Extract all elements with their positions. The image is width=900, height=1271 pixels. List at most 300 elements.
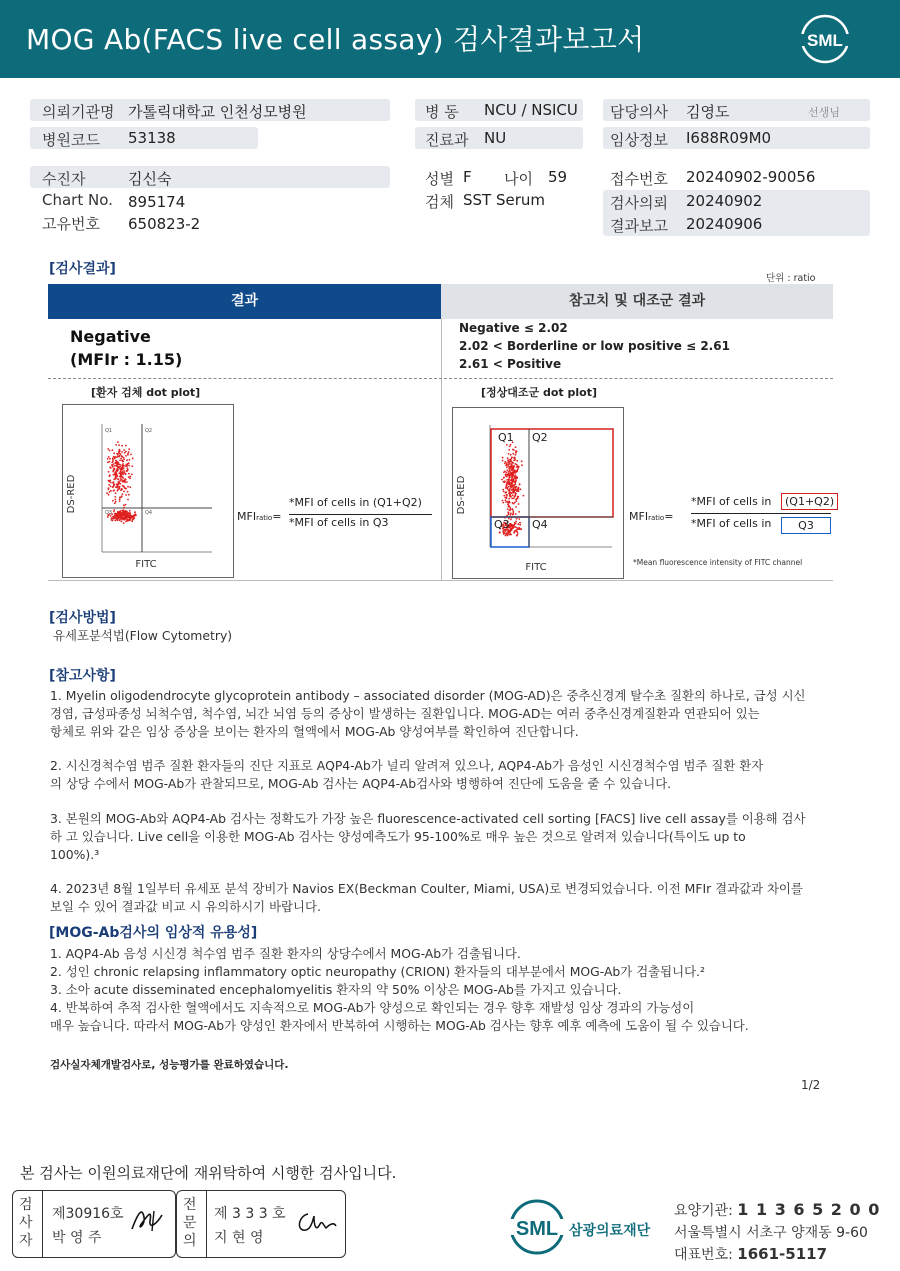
dot	[114, 462, 116, 464]
report-title: MOG Ab(FACS live cell assay) 검사결과보고서	[26, 23, 645, 56]
dot	[112, 471, 114, 473]
dot	[122, 485, 124, 487]
dot	[119, 500, 121, 502]
list-item: 1. AQP4-Ab 음성 시신경 척수염 범주 질환 환자의 상당수에서 MOG-Ab가 검출됩니다.	[50, 946, 521, 961]
dot	[515, 521, 517, 523]
dot	[131, 465, 133, 467]
dot	[126, 464, 128, 466]
patient-fitc-label: FITC	[135, 559, 157, 570]
dot	[516, 477, 518, 479]
dot	[508, 453, 510, 455]
dot	[114, 465, 116, 467]
dot	[505, 501, 507, 503]
dot	[128, 473, 130, 475]
dot	[123, 507, 125, 509]
dot	[511, 461, 513, 463]
dot	[114, 520, 116, 522]
dot	[503, 477, 505, 479]
sig1-role: 검 사 자	[19, 1197, 33, 1249]
dot	[114, 458, 116, 460]
dot	[515, 523, 517, 525]
dot	[118, 444, 120, 446]
sig2-signature-icon	[294, 1206, 340, 1238]
dot	[122, 471, 124, 473]
dot	[125, 445, 127, 447]
dot	[520, 488, 522, 490]
dot	[502, 460, 504, 462]
sig2-license: 제 3 3 3 호	[214, 1206, 286, 1222]
control-q1q2-box: (Q1+Q2)	[781, 493, 838, 510]
request-label: 검사의뢰	[610, 194, 668, 212]
dot	[115, 471, 117, 473]
method-text: 유세포분석법(Flow Cytometry)	[53, 628, 233, 643]
dot	[112, 500, 114, 502]
patient-value: 김신숙	[128, 170, 172, 188]
dot	[123, 465, 125, 467]
method-section-title: [검사방법]	[49, 610, 116, 626]
dot	[117, 466, 119, 468]
dot	[116, 483, 118, 485]
dot	[507, 474, 509, 476]
dot	[128, 451, 130, 453]
dot	[118, 472, 120, 474]
org-name: 삼광의료재단	[569, 1223, 651, 1239]
dot	[113, 452, 115, 454]
dot	[114, 496, 116, 498]
dot	[510, 467, 512, 469]
dot	[119, 512, 121, 514]
age-label: 나이	[504, 170, 533, 188]
dot	[124, 480, 126, 482]
dot	[110, 485, 112, 487]
dot	[109, 458, 111, 460]
dot	[118, 479, 120, 481]
dot	[123, 522, 125, 524]
dot	[129, 459, 131, 461]
dot	[121, 445, 123, 447]
dot	[504, 480, 506, 482]
dot	[505, 492, 507, 494]
dot	[121, 451, 123, 453]
dot	[112, 463, 114, 465]
control-q1-label: Q1	[498, 431, 514, 444]
dot	[132, 516, 134, 518]
control-q2-label: Q2	[532, 431, 548, 444]
dot	[510, 454, 512, 456]
validation-note: 검사실자체개발검사로, 성능평가를 완료하였습니다.	[50, 1059, 289, 1071]
dot	[125, 521, 127, 523]
control-mfi-den: *MFI of cells in	[691, 517, 772, 530]
patient-mfi-den: *MFI of cells in Q3	[289, 516, 389, 529]
dot	[120, 458, 122, 460]
dot	[124, 481, 126, 483]
dot	[514, 458, 516, 460]
dot	[507, 459, 509, 461]
dot	[512, 491, 514, 493]
dot	[123, 504, 125, 506]
mfi-footnote: *Mean fluorescence intensity of FITC channel	[633, 558, 803, 567]
dot	[119, 498, 121, 500]
dot	[503, 495, 505, 497]
result-mfi: (MFIr : 1.15)	[70, 350, 183, 369]
usefulness-list	[50, 945, 749, 1035]
dot	[121, 476, 123, 478]
dot	[112, 482, 114, 484]
institution-code: 요양기관: 1 1 3 6 5 2 0 0	[674, 1200, 881, 1219]
dot	[513, 497, 515, 499]
patient-label: 수진자	[42, 170, 86, 188]
control-q3-label: Q3	[494, 518, 510, 531]
dot	[512, 494, 514, 496]
result-col-header: 결과	[48, 284, 441, 319]
chart-label: Chart No.	[42, 191, 113, 209]
dot	[131, 474, 133, 476]
control-dot-plot	[452, 407, 623, 578]
dot	[507, 465, 509, 467]
dot	[502, 489, 504, 491]
note-paragraph-3: 3. 본원의 MOG-Ab와 AQP4-Ab 검사는 정확도가 가장 높은 fluorescence-activated cell sorting [FACS] live cell assay를 이용해 검사 하 고 있습니다. Live cell을 이용한 MOG-Ab 검사는 양성예측도가 95-100%로 매우 높은 것으로 알려져 있습니다(특이도 up to 100%).³	[50, 811, 806, 862]
dot	[113, 474, 115, 476]
dot	[128, 494, 130, 496]
dot	[515, 506, 517, 508]
patient-dot-plot	[62, 404, 233, 577]
dot	[518, 503, 520, 505]
clinical-value: I688R09M0	[686, 129, 772, 147]
sml-footer-logo-icon	[508, 1198, 568, 1256]
dot	[512, 462, 514, 464]
note-paragraph-2: 2. 시신경척수염 범주 질환 환자들의 진단 지표로 AQP4-Ab가 널리 알려져 있으나, AQP4-Ab가 음성인 시신경척수염 범주 질환 환자 의 상당 수에서 MOG-Ab가 관찰되므로, MOG-Ab 검사는 AQP4-Ab검사와 병행하여 진단에 도움을 줄 수 있습니다.	[50, 758, 764, 791]
dot	[127, 491, 129, 493]
table-divider	[441, 319, 442, 581]
note-paragraph-4: 4. 2023년 8월 1일부터 유세포 분석 장비가 Navios EX(Beckman Coulter, Miami, USA)로 변경되었습니다. 이전 MFIr 결과값과 차이를 보일 수 있어 결과값 비교 시 유의하시기 바랍니다.	[50, 881, 803, 914]
sig2-role: 전 문 의	[183, 1197, 197, 1249]
dot	[509, 502, 511, 504]
dot	[518, 518, 520, 520]
dot	[120, 483, 122, 485]
dot	[113, 484, 115, 486]
dot	[519, 522, 521, 524]
dot	[123, 491, 125, 493]
dot	[108, 456, 110, 458]
dot	[507, 531, 509, 533]
hospital-code-label: 병원코드	[42, 131, 100, 149]
ward-label: 병 동	[425, 103, 459, 121]
sig1-divider	[42, 1190, 43, 1258]
dot	[121, 519, 123, 521]
dot	[511, 489, 513, 491]
dot	[506, 515, 508, 517]
control-fitc-label: FITC	[525, 562, 547, 573]
patient-mfi-label: MFIratio=	[237, 510, 282, 523]
dot	[110, 490, 112, 492]
dot	[517, 497, 519, 499]
dept-value: NU	[484, 129, 507, 147]
dot	[108, 471, 110, 473]
dot	[113, 509, 115, 511]
dot	[517, 468, 519, 470]
dot	[502, 502, 504, 504]
list-item: 3. 소아 acute disseminated encephalomyelitis 환자의 약 50% 이상은 MOG-Ab를 가지고 있습니다.	[50, 982, 622, 997]
dot	[514, 474, 516, 476]
dot	[115, 501, 117, 503]
dot	[515, 452, 517, 454]
dot	[132, 458, 134, 460]
sig2-name: 지 현 영	[214, 1230, 264, 1246]
dot	[515, 489, 517, 491]
patient-q1-label: Q1	[105, 428, 113, 434]
chart-value: 895174	[128, 193, 186, 211]
dot	[113, 511, 115, 513]
dot	[128, 448, 130, 450]
dot	[125, 455, 127, 457]
dot	[126, 459, 128, 461]
dot	[502, 457, 504, 459]
dot	[507, 488, 509, 490]
dot	[110, 467, 112, 469]
sig1-license: 제30916호	[52, 1206, 124, 1222]
request-value: 20240902	[686, 192, 763, 210]
dot	[512, 481, 514, 483]
ward-value: NCU / NSICU	[484, 101, 578, 119]
dot	[114, 468, 116, 470]
dot	[115, 477, 117, 479]
control-q4-label: Q4	[532, 518, 548, 531]
patient-q4-label: Q4	[145, 510, 153, 516]
dot	[505, 487, 507, 489]
dept-label: 진료과	[425, 131, 469, 149]
patient-fraction-bar	[289, 514, 432, 515]
dot	[508, 486, 510, 488]
dot	[124, 516, 126, 518]
dot	[510, 524, 512, 526]
dot	[507, 511, 509, 513]
dot	[120, 521, 122, 523]
dot	[509, 477, 511, 479]
sex-value: F	[463, 168, 472, 186]
dot	[516, 464, 518, 466]
dot	[509, 533, 511, 535]
dot	[117, 463, 119, 465]
dot	[508, 480, 510, 482]
dot	[507, 508, 509, 510]
patient-q2-label: Q2	[145, 428, 153, 434]
dot	[111, 462, 113, 464]
dot	[108, 484, 110, 486]
dot	[499, 531, 501, 533]
dot	[120, 497, 122, 499]
dot	[119, 449, 121, 451]
dot	[511, 524, 513, 526]
dot	[109, 491, 111, 493]
dot	[508, 513, 510, 515]
dot	[508, 483, 510, 485]
dot	[119, 519, 121, 521]
dot	[517, 496, 519, 498]
dot	[510, 519, 512, 521]
dot	[126, 512, 128, 514]
dot	[506, 496, 508, 498]
dot	[106, 492, 108, 494]
dot	[507, 457, 509, 459]
dot	[113, 490, 115, 492]
dot	[515, 513, 517, 515]
dot	[127, 486, 129, 488]
dot	[513, 481, 515, 483]
dot	[516, 460, 518, 462]
dot	[515, 487, 517, 489]
dot	[112, 449, 114, 451]
dot	[504, 463, 506, 465]
unique-value: 650823-2	[128, 215, 201, 233]
dot	[513, 532, 515, 534]
patient-mfi-num: *MFI of cells in (Q1+Q2)	[289, 496, 422, 509]
dot	[119, 455, 121, 457]
dot	[505, 533, 507, 535]
dot	[509, 509, 511, 511]
dot	[128, 514, 130, 516]
unit-label: 단위 : ratio	[766, 273, 816, 284]
dot	[510, 465, 512, 467]
dot	[515, 480, 517, 482]
sml-logo-icon	[800, 14, 850, 64]
dot	[509, 474, 511, 476]
dot	[107, 458, 109, 460]
dot	[124, 518, 126, 520]
dot	[512, 476, 514, 478]
dot	[122, 493, 124, 495]
dot	[521, 464, 523, 466]
dot	[508, 471, 510, 473]
dot	[508, 482, 510, 484]
dot	[511, 492, 513, 494]
patient-dsred-label: DS-RED	[66, 474, 77, 514]
dot	[515, 500, 517, 502]
dot	[111, 519, 113, 521]
dot	[109, 481, 111, 483]
dot	[125, 504, 127, 506]
dot	[511, 469, 513, 471]
dot	[122, 460, 124, 462]
dot	[505, 475, 507, 477]
dot	[114, 502, 116, 504]
dot	[517, 487, 519, 489]
dot	[514, 470, 516, 472]
dot	[519, 524, 521, 526]
dot	[124, 513, 126, 515]
dot	[109, 450, 111, 452]
dot	[120, 514, 122, 516]
dot	[510, 529, 512, 531]
dot	[517, 465, 519, 467]
dot	[120, 489, 122, 491]
dot	[120, 479, 122, 481]
dot	[512, 453, 514, 455]
dot	[519, 527, 521, 529]
specimen-value: SST Serum	[463, 191, 546, 209]
dot	[509, 488, 511, 490]
dot	[513, 524, 515, 526]
dot	[510, 496, 512, 498]
dot	[122, 481, 124, 483]
dot	[107, 448, 109, 450]
dot	[503, 491, 505, 493]
dot	[117, 468, 119, 470]
report-header	[0, 0, 900, 78]
institution-value: 가톨릭대학교 인천성모병원	[128, 103, 307, 121]
dot	[117, 441, 119, 443]
footer-logo-text: SML	[515, 1218, 559, 1240]
dot	[118, 453, 120, 455]
dot	[125, 451, 127, 453]
dot	[107, 516, 109, 518]
outsource-notice: 본 검사는 이원의료재단에 재위탁하여 시행한 검사입니다.	[20, 1164, 397, 1182]
dot	[117, 516, 119, 518]
dot	[509, 507, 511, 509]
dot	[129, 517, 131, 519]
dot	[509, 490, 511, 492]
dot	[506, 462, 508, 464]
dot	[506, 444, 508, 446]
control-q3-box: Q3	[781, 517, 831, 534]
dot	[509, 470, 511, 472]
control-plot-title: [정상대조군 dot plot]	[481, 386, 597, 399]
hospital-code-value: 53138	[128, 129, 176, 147]
patient-q3-label: Q3	[105, 510, 113, 516]
dot	[107, 461, 109, 463]
dot	[127, 454, 129, 456]
dot	[108, 489, 110, 491]
dot	[135, 514, 137, 516]
dot	[517, 534, 519, 536]
dot	[120, 477, 122, 479]
dot	[126, 481, 128, 483]
dot	[506, 466, 508, 468]
dot	[131, 520, 133, 522]
dot	[517, 523, 519, 525]
dot	[130, 453, 132, 455]
dot	[514, 526, 516, 528]
doctor-value: 김영도	[686, 103, 730, 121]
dot	[512, 509, 514, 511]
dot	[508, 478, 510, 480]
receipt-value: 20240902-90056	[686, 168, 816, 186]
dot	[510, 486, 512, 488]
dot	[123, 511, 125, 513]
dot	[513, 526, 515, 528]
dot	[515, 454, 517, 456]
dot	[124, 465, 126, 467]
dot	[521, 460, 523, 462]
sig2-divider	[206, 1190, 207, 1258]
list-item: 2. 성인 chronic relapsing inflammatory optic neuropathy (CRION) 환자들의 대부분에서 MOG-Ab가 검출됩니다.²	[50, 964, 705, 979]
dot	[123, 449, 125, 451]
dot	[512, 449, 514, 451]
dot	[123, 509, 125, 511]
dot	[516, 490, 518, 492]
report-value: 20240906	[686, 215, 763, 233]
dot	[134, 511, 136, 513]
dot	[112, 459, 114, 461]
list-item: 매우 높습니다. 따라서 MOG-Ab가 양성인 환자에서 반복하여 시행하는 MOG-Ab 검사는 향후 예후 예측에 도움이 될 수 있습니다.	[50, 1018, 749, 1033]
dot	[514, 492, 516, 494]
dot	[507, 469, 509, 471]
dot	[126, 515, 128, 517]
result-value: Negative	[70, 327, 151, 346]
dot	[112, 518, 114, 520]
dot	[111, 517, 113, 519]
dot	[516, 529, 518, 531]
control-dsred-label: DS-RED	[456, 475, 467, 515]
